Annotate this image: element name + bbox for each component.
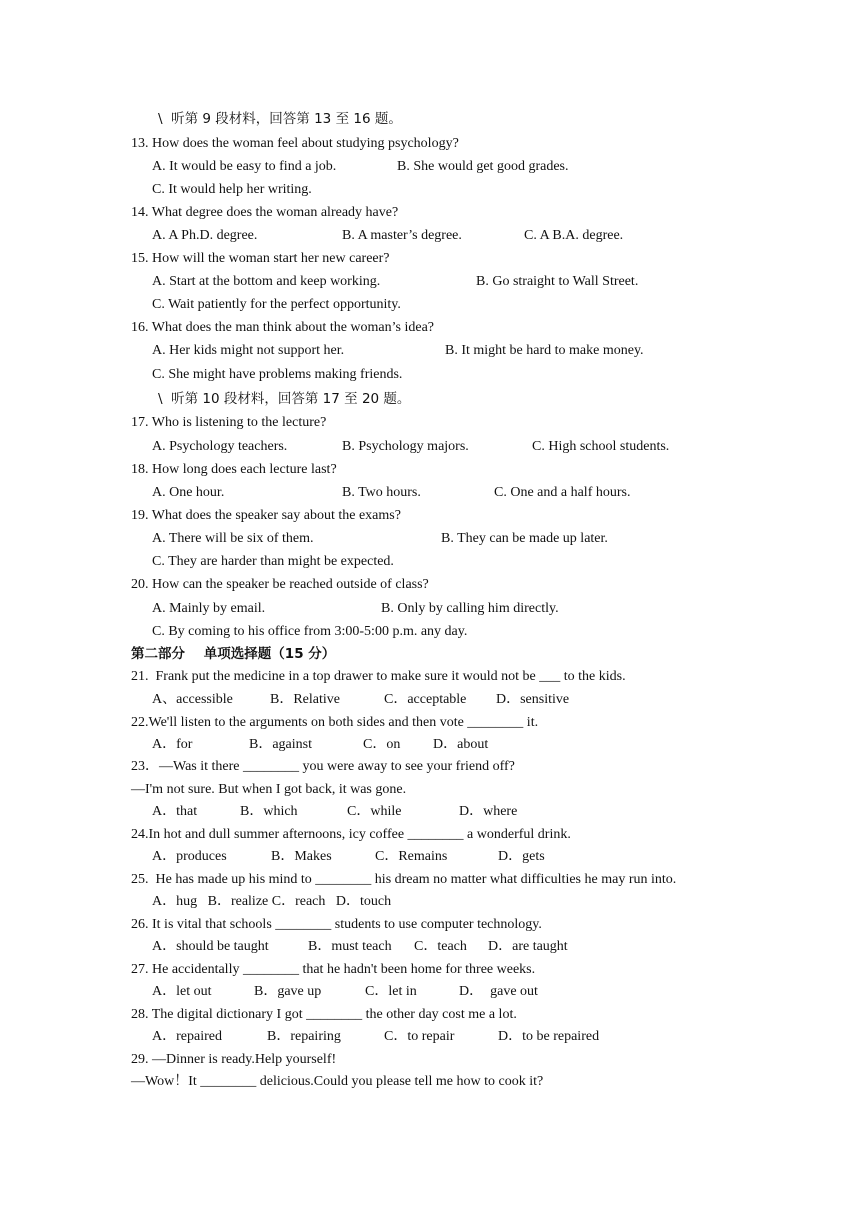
q16-option-c: C. She might have problems making friends.: [152, 367, 403, 382]
q26-option-a: A．should be taught: [152, 939, 269, 954]
q21-option-d: D．sensitive: [496, 692, 570, 707]
q13-option-b: B. She would get good grades.: [397, 159, 569, 174]
q14-option-c: C. A B.A. degree.: [524, 228, 624, 243]
question-21: 21. Frank put the medicine in a top drawer to make sure it would not be ___ to the kids.: [131, 669, 626, 684]
question-18: 18. How long does each lecture last?: [131, 462, 337, 477]
q26-option-c: C．teach: [414, 939, 467, 954]
q20-option-b: B. Only by calling him directly.: [381, 601, 559, 616]
question-26: 26. It is vital that schools ________ students to use computer technology.: [131, 917, 542, 932]
question-28: 28. The digital dictionary I got ________ the other day cost me a lot.: [131, 1007, 517, 1022]
q15-option-c: C. Wait patiently for the perfect opportunity.: [152, 297, 401, 312]
question-20: 20. How can the speaker be reached outside of class?: [131, 577, 429, 592]
q28-option-a: A．repaired: [152, 1029, 222, 1044]
q16-option-a: A. Her kids might not support her.: [152, 343, 345, 358]
section-9-heading: \ 听第 9 段材料，回答第 13 至 16 题。: [158, 111, 402, 127]
q17-option-a: A. Psychology teachers.: [152, 439, 288, 454]
q27-option-b: B．gave up: [254, 984, 322, 999]
question-29: 29. —Dinner is ready.Help yourself!: [131, 1052, 337, 1067]
section-10-heading: \ 听第 10 段材料，回答第 17 至 20 题。: [158, 391, 411, 407]
question-22: 22.We'll listen to the arguments on both sides and then vote ________ it.: [131, 715, 539, 730]
q18-option-c: C. One and a half hours.: [494, 485, 631, 500]
q21-option-c: C．acceptable: [384, 692, 467, 707]
q15-option-a: A. Start at the bottom and keep working.: [152, 274, 381, 289]
question-16: 16. What does the man think about the woman’s idea?: [131, 320, 435, 335]
question-17: 17. Who is listening to the lecture?: [131, 415, 327, 430]
q27-option-d: D． gave out: [459, 984, 538, 999]
question-29-reply: —Wow！It ________ delicious.Could you please tell me how to cook it?: [131, 1074, 544, 1089]
q23-option-c: C．while: [347, 804, 402, 819]
q20-option-a: A. Mainly by email.: [152, 601, 266, 616]
q23-option-a: A．that: [152, 804, 198, 819]
question-23-reply: —I'm not sure. But when I got back, it was gone.: [131, 782, 407, 797]
q19-option-c: C. They are harder than might be expected.: [152, 554, 394, 569]
q21-option-b: B．Relative: [270, 692, 340, 707]
q16-option-b: B. It might be hard to make money.: [445, 343, 644, 358]
part-2-heading: 第二部分 单项选择题（15 分）: [131, 646, 336, 662]
q24-option-c: C．Remains: [375, 849, 448, 864]
q18-option-a: A. One hour.: [152, 485, 225, 500]
q27-option-a: A．let out: [152, 984, 212, 999]
q22-option-a: A．for: [152, 737, 193, 752]
q19-option-a: A. There will be six of them.: [152, 531, 314, 546]
q28-option-c: C．to repair: [384, 1029, 455, 1044]
q23-option-b: B．which: [240, 804, 298, 819]
q28-option-b: B．repairing: [267, 1029, 341, 1044]
question-23: 23．—Was it there ________ you were away to see your friend off?: [131, 759, 515, 774]
question-14: 14. What degree does the woman already have?: [131, 205, 399, 220]
q26-option-b: B．must teach: [308, 939, 392, 954]
q17-option-b: B. Psychology majors.: [342, 439, 469, 454]
q22-option-b: B．against: [249, 737, 312, 752]
q24-option-d: D．gets: [498, 849, 545, 864]
question-24: 24.In hot and dull summer afternoons, icy coffee ________ a wonderful drink.: [131, 827, 571, 842]
q24-option-a: A．produces: [152, 849, 227, 864]
q24-option-b: B．Makes: [271, 849, 332, 864]
q14-option-a: A. A Ph.D. degree.: [152, 228, 258, 243]
question-27: 27. He accidentally ________ that he hadn't been home for three weeks.: [131, 962, 536, 977]
question-25: 25. He has made up his mind to ________ his dream no matter what difficulties he may run into.: [131, 872, 677, 887]
q25-options: A．hug B．realize C．reach D．touch: [152, 894, 392, 909]
q13-option-c: C. It would help her writing.: [152, 182, 312, 197]
q13-option-a: A. It would be easy to find a job.: [152, 159, 337, 174]
q20-option-c: C. By coming to his office from 3:00-5:00 p.m. any day.: [152, 624, 468, 639]
q28-option-d: D．to be repaired: [498, 1029, 600, 1044]
q22-option-c: C．on: [363, 737, 401, 752]
question-19: 19. What does the speaker say about the exams?: [131, 508, 401, 523]
q14-option-b: B. A master’s degree.: [342, 228, 462, 243]
q21-option-a: A、accessible: [152, 692, 233, 707]
q15-option-b: B. Go straight to Wall Street.: [476, 274, 639, 289]
q27-option-c: C．let in: [365, 984, 417, 999]
q23-option-d: D．where: [459, 804, 518, 819]
q18-option-b: B. Two hours.: [342, 485, 421, 500]
q26-option-d: D．are taught: [488, 939, 568, 954]
question-15: 15. How will the woman start her new career?: [131, 251, 390, 266]
q19-option-b: B. They can be made up later.: [441, 531, 608, 546]
q22-option-d: D．about: [433, 737, 489, 752]
q17-option-c: C. High school students.: [532, 439, 670, 454]
question-13: 13. How does the woman feel about studying psychology?: [131, 136, 459, 151]
